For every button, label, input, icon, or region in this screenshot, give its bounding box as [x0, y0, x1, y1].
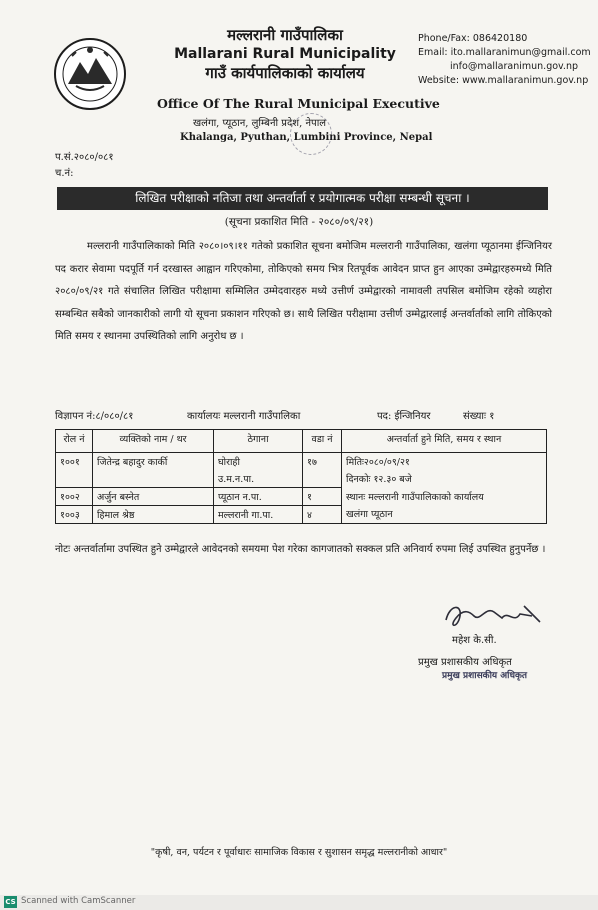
signatory-stamp: प्रमुख प्रशासकीय अधिकृत [442, 671, 528, 681]
office-name-np: गाउँ कार्यपालिकाको कार्यालय [205, 64, 365, 82]
cell-ward: १७ [303, 453, 342, 488]
signatory-name: महेश के.सी. [452, 635, 497, 646]
address-line: उ.म.न.पा. [218, 474, 255, 485]
signatory-title: प्रमुख प्रशासकीय अधिकृत [418, 657, 512, 668]
scanner-watermark-text: Scanned with CamScanner [21, 896, 136, 906]
col-header-interview: अन्तर्वार्ता हुने मिति, समय र स्थान [342, 430, 547, 453]
notice-body-paragraph: मल्लरानी गाउँपालिकाको मिति २०८०।०९।११ गतेको प्रकाशित सूचना बमोजिम मल्लरानी गाउँपालिका, खलंगा प्यूठानमा ईन्जिनियर पद करार सेवामा पदपूर्ति गर्न दरखास्त आह्वान गरिएकोमा, तोकिएको समय भित्र रितपूर्वक आवेदन प्राप्त हुन आएका उम्मेद्वारहरुमध्ये मिति २०८०/०९/२१ गते संचालित लिखित परीक्षामा सम्मिलित उम्मेदवारहरु मध्ये उत्तीर्ण उम्मेद्वारको नामावली तपसिल बमोजिम रहेको व्यहोरा सम्बन्धित सबैको जानकारीको लागी यो सूचना प्रकाशन गरिएको छ। साथै लिखित परीक्षामा उत्तीर्ण उम्मेद्वारलाई अन्तर्वार्ताको लागि तोकिएको मिति समय र स्थानमा उपस्थितिको लागि अनुरोध छ । [55, 241, 552, 342]
email-primary: Email: ito.mallaranimun@gmail.com [418, 47, 591, 58]
advert-post: पद: ईन्जिनियर [377, 411, 431, 422]
address-np: खलंगा, प्यूठान, लुम्बिनी प्रदेश, नेपाल [193, 118, 327, 129]
municipality-emblem-icon [52, 36, 128, 112]
cell-ward: १ [303, 488, 342, 506]
cell-name: हिमाल श्रेष्ठ [93, 506, 214, 524]
footer-slogan: "कृषी, वन, पर्यटन र पूर्वाधारः सामाजिक विकास र सुशासन समृद्ध मल्लरानीको आधार" [150, 847, 448, 858]
results-table [55, 429, 547, 524]
camscanner-logo-icon: CS [5, 898, 16, 906]
cell-interview-info [342, 453, 547, 488]
advert-office: कार्यालयः मल्लरानी गाउँपालिका [187, 411, 301, 422]
dispatch-number: च.नं: [55, 168, 74, 179]
contact-block [418, 32, 596, 88]
notice-title-banner: लिखित परीक्षाको नतिजा तथा अन्तर्वार्ता र प्रयोगात्मक परीक्षा सम्बन्धी सूचना । [57, 187, 548, 210]
cell-interview-place [342, 488, 547, 524]
cell-roll: १००२ [56, 488, 93, 506]
col-header-roll: रोल नं [56, 430, 93, 453]
advert-number: विज्ञापन नं:८/०८०/८१ [55, 411, 134, 422]
interview-time: दिनकोः १२.३० बजे [346, 474, 412, 485]
municipality-header [140, 26, 430, 83]
note-text: नोटः अन्तर्वार्तामा उपस्थित हुने उम्मेद्वारले आवेदनको समयमा पेश गरेका कागजातको सक्कल प्रति अनिवार्य रुपमा लिई उपस्थित हुनुपर्नेछ । [55, 544, 546, 555]
cell-roll: १००१ [56, 453, 93, 488]
reference-block [55, 150, 114, 182]
address-en: Khalanga, Pyuthan, Lumbini Province, Nepal [180, 132, 433, 143]
interview-place: स्थानः मल्लरानी गाउँपालिकाको कार्यालय [346, 491, 484, 503]
scanner-watermark-bar [0, 895, 598, 910]
cell-name: जितेन्द्र बहादुर कार्की [93, 453, 214, 488]
municipality-name-np: मल्लरानी गाउँपालिका [227, 26, 343, 44]
address-line: घोराही [218, 457, 240, 468]
municipality-name-en: Mallarani Rural Municipality [174, 46, 396, 62]
cell-name: अर्जुन बस्नेत [93, 488, 214, 506]
col-header-address: ठेगाना [214, 430, 303, 453]
table-header-row [56, 430, 547, 453]
published-date: (सूचना प्रकाशित मिति - २०८०/०९/२१) [224, 216, 374, 228]
website: Website: www.mallaranimun.gov.np [418, 75, 589, 86]
interview-date: मितिः२०८०/०९/२१ [346, 457, 410, 468]
table-row [56, 488, 547, 506]
cell-roll: १००३ [56, 506, 93, 524]
handwritten-signature [440, 598, 550, 630]
cell-address: मल्लरानी गा.पा. [214, 506, 303, 524]
email-secondary: info@mallaranimun.gov.np [450, 61, 578, 72]
cell-address: प्यूठान न.पा. [214, 488, 303, 506]
col-header-ward: वडा नं [303, 430, 342, 453]
faint-seal-mark [290, 113, 332, 155]
col-header-name: व्यक्तिको नाम / थर [93, 430, 214, 453]
cell-ward: ४ [303, 506, 342, 524]
office-name-en: Office Of The Rural Municipal Executive [157, 96, 440, 111]
advert-count: संख्याः १ [463, 411, 495, 422]
phone-fax: Phone/Fax: 086420180 [418, 33, 528, 44]
cell-address [214, 453, 303, 488]
interview-place-2: खलंगा प्यूठान [346, 508, 393, 520]
table-row [56, 453, 547, 488]
reference-number: प.सं.२०८०/०८१ [55, 152, 114, 163]
